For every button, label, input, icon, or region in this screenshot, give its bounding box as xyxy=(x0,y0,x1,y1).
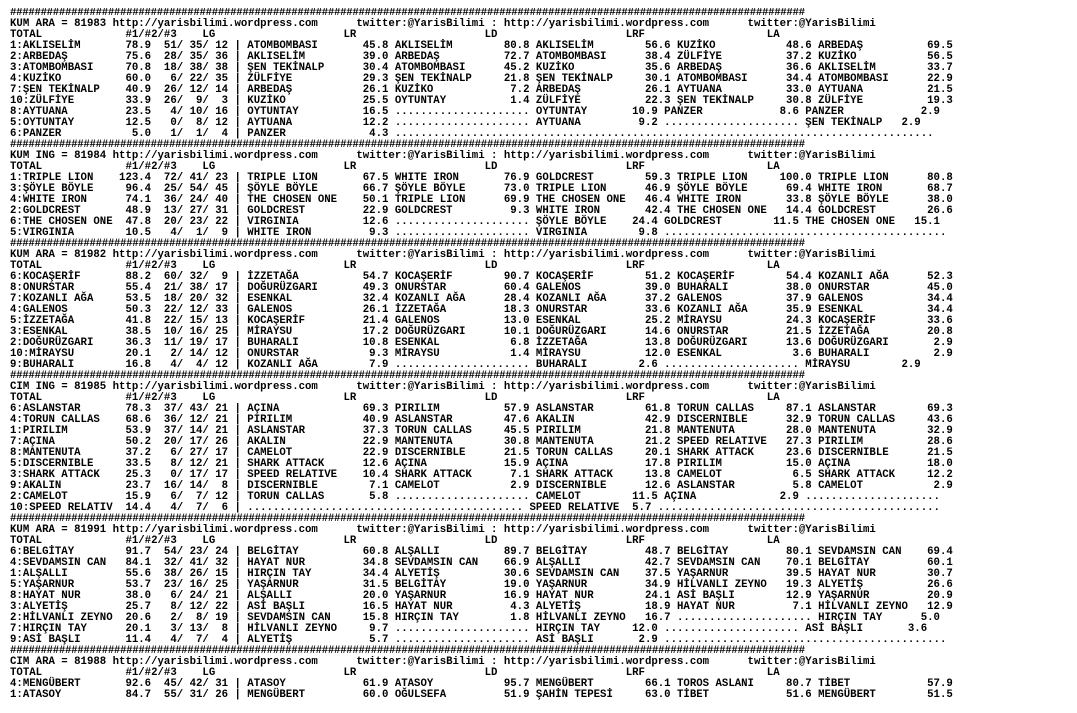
data-row: 7:ŞEN TEKİNALP 40.9 26/ 12/ 14 | ARBEDAŞ 26.1 KUZİKO 7.2 ARBEDAŞ 26.1 AYTUANA 33.0 AYTUANA 21.5 xyxy=(10,84,953,96)
data-row: 4:WHITE IRON 74.1 36/ 24/ 40 | THE CHOSEN ONE 50.1 TRIPLE LION 69.9 THE CHOSEN ONE 46.4 WHITE IRON 33.8 ŞÖYLE BÖYLE 38.0 xyxy=(10,194,953,206)
race-stats-printout xyxy=(10,8,1070,701)
data-row: 10:SPEED RELATIV 14.4 4/ 7/ 6 | ........................................... SPEED RELATIVE 5.7 ............................................ xyxy=(10,502,940,514)
race-header-row: KUM ARA = 81983 http://yarisbilimi.wordpress.com twitter:@YarisBilimi : http://yarisbilimi.wordpress.com twitter:@YarisBilimi xyxy=(10,18,876,30)
separator-row: ################################################################################################################################## xyxy=(10,513,805,525)
data-row: 9:AKALIN 23.7 16/ 14/ 8 | DISCERNIBLE 7.1 CAMELOT 2.9 DISCERNIBLE 12.6 ASLANSTAR 5.8 CAMELOT 2.9 xyxy=(10,480,953,492)
race-header-row: KUM ARA = 81991 http://yarisbilimi.wordpress.com twitter:@YarisBilimi : http://yarisbilimi.wordpress.com twitter:@YarisBilimi xyxy=(10,524,876,536)
data-row: 4:MENGÜBERT 92.6 45/ 42/ 31 | ATASOY 61.9 ATASOY 95.7 MENGÜBERT 66.1 TOROS ASLANI 80.7 TİBET 57.9 xyxy=(10,678,953,690)
race-header-row: CIM ING = 81985 http://yarisbilimi.wordpress.com twitter:@YarisBilimi : http://yarisbilimi.wordpress.com twitter:@YarisBilimi xyxy=(10,381,876,393)
data-row: 3:ALYETİŞ 25.7 8/ 12/ 22 | ASİ BAŞLI 16.5 HAYAT NUR 4.3 ALYETİŞ 18.9 HAYAT NUR 7.1 HİLVANLI ZEYNO 12.9 xyxy=(10,601,953,613)
data-row: 7:KOZANLI AĞA 53.5 18/ 20/ 32 | ESENKAL 32.4 KOZANLI AĞA 28.4 KOZANLI AĞA 37.2 GALENOS 37.9 GALENOS 34.4 xyxy=(10,293,953,305)
data-row: 4:KUZİKO 60.0 6/ 22/ 35 | ZÜLFİYE 29.3 ŞEN TEKİNALP 21.8 ŞEN TEKİNALP 30.1 ATOMBOMBASI 34.4 ATOMBOMBASI 22.9 xyxy=(10,73,953,85)
data-row: 1:TRIPLE LION 123.4 72/ 41/ 23 | TRIPLE LION 67.5 WHITE IRON 76.9 GOLDCREST 59.3 TRIPLE LION 100.0 TRIPLE LION 80.8 xyxy=(10,172,953,184)
data-row: 8:HAYAT NUR 38.0 6/ 24/ 21 | ALŞALLI 20.0 YAŞARNUR 16.9 HAYAT NUR 24.1 ASİ BAŞLI 12.9 YAŞARNUR 20.9 xyxy=(10,590,953,602)
data-row: 1:ALŞALLI 55.6 38/ 26/ 15 | HIRÇIN TAY 34.4 ALYETİŞ 30.6 SEVDAMSIN CAN 37.5 YAŞARNUR 39.5 HAYAT NUR 30.7 xyxy=(10,568,953,580)
separator-row: ################################################################################################################################## xyxy=(10,139,805,151)
column-header-row: TOTAL #1/#2/#3 LG LR LD LRF LA xyxy=(10,29,780,41)
column-header-row: TOTAL #1/#2/#3 LG LR LD LRF LA xyxy=(10,392,780,404)
column-header-row: TOTAL #1/#2/#3 LG LR LD LRF LA xyxy=(10,535,780,547)
data-row: 2:HİLVANLI ZEYNO 20.6 2/ 8/ 19 | SEVDAMSIN CAN 15.8 HIRÇIN TAY 1.8 HİLVANLI ZEYNO 16.7 ..................... HIRÇIN TAY 5.0 xyxy=(10,612,940,624)
data-row: 7:AÇINA 50.2 20/ 17/ 26 | AKALIN 22.9 MANTENUTA 30.8 MANTENUTA 21.2 SPEED RELATIVE 27.3 PIRILIM 28.6 xyxy=(10,436,953,448)
data-row: 6:PANZER 5.0 1/ 1/ 4 | PANZER 4.3 .................................................................................... xyxy=(10,128,934,140)
column-header-row: TOTAL #1/#2/#3 LG LR LD LRF LA xyxy=(10,260,780,272)
data-row: 8:MANTENUTA 37.2 6/ 27/ 17 | CAMELOT 22.9 DISCERNIBLE 21.5 TORUN CALLAS 20.1 SHARK ATTACK 23.6 DISCERNIBLE 21.5 xyxy=(10,447,953,459)
race-header-row: KUM ARA = 81982 http://yarisbilimi.wordpress.com twitter:@YarisBilimi : http://yarisbilimi.wordpress.com twitter:@YarisBilimi xyxy=(10,249,876,261)
data-row: 7:HIRÇIN TAY 20.1 3/ 13/ 8 | HİLVANLI ZEYNO 9.7 ..................... HIRÇIN TAY 12.0 ..................... ASİ BAŞLI 3.6 xyxy=(10,623,928,635)
data-row: 1:AKLISELİM 78.9 51/ 35/ 12 | ATOMBOMBASI 45.8 AKLISELİM 80.8 AKLISELİM 56.6 KUZİKO 48.6 ARBEDAŞ 69.5 xyxy=(10,40,953,52)
data-row: 1:ATASOY 84.7 55/ 31/ 26 | MENGÜBERT 60.0 OĞULSEFA 51.9 ŞAHİN TEPESİ 63.0 TİBET 51.6 MENGÜBERT 51.5 xyxy=(10,689,953,701)
column-header-row: TOTAL #1/#2/#3 LG LR LD LRF LA xyxy=(10,667,780,679)
data-row: 9:BUHARALI 16.8 4/ 4/ 12 | KOZANLI AĞA 7.9 ..................... BUHARALI 2.6 ..................... MİRAYSU 2.9 xyxy=(10,359,921,371)
data-row: 2:ARBEDAŞ 75.6 28/ 35/ 36 | AKLISELİM 39.0 ARBEDAŞ 72.7 ATOMBOMBASI 38.4 ZÜLFİYE 37.2 KUZİKO 56.5 xyxy=(10,51,953,63)
data-row: 6:KOCAŞERİF 88.2 60/ 32/ 9 | İZZETAĞA 54.7 KOCAŞERİF 90.7 KOCAŞERİF 51.2 KOCAŞERİF 54.4 KOZANLI AĞA 52.3 xyxy=(10,271,953,283)
data-row: 4:SEVDAMSIN CAN 84.1 32/ 41/ 32 | HAYAT NUR 34.8 SEVDAMSIN CAN 66.9 ALŞALLI 42.7 SEVDAMSIN CAN 70.1 BELGİTAY 60.1 xyxy=(10,557,953,569)
data-row: 5:İZZETAĞA 41.8 22/ 15/ 13 | KOCAŞERİF 21.4 GALENOS 13.0 ESENKAL 25.2 MİRAYSU 24.3 KOCAŞERİF 33.6 xyxy=(10,315,953,327)
race-header-row: CIM ARA = 81988 http://yarisbilimi.wordpress.com twitter:@YarisBilimi : http://yarisbilimi.wordpress.com twitter:@YarisBilimi xyxy=(10,656,876,668)
data-row: 3:ESENKAL 38.5 10/ 16/ 25 | MİRAYSU 17.2 DOĞURÜZGARI 10.1 DOĞURÜZGARI 14.6 ONURSTAR 21.5 İZZETAĞA 20.8 xyxy=(10,326,953,338)
data-row: 6:BELGİTAY 91.7 54/ 23/ 24 | BELGİTAY 60.8 ALŞALLI 89.7 BELGİTAY 48.7 BELGİTAY 80.1 SEVDAMSIN CAN 69.4 xyxy=(10,546,953,558)
data-row: 4:TORUN CALLAS 68.6 36/ 12/ 21 | PIRILIM 40.9 ASLANSTAR 47.6 AKALIN 42.9 DISCERNIBLE 32.9 TORUN CALLAS 43.6 xyxy=(10,414,953,426)
separator-row: ################################################################################################################################## xyxy=(10,370,805,382)
race-header-row: KUM ING = 81984 http://yarisbilimi.wordpress.com twitter:@YarisBilimi : http://yarisbilimi.wordpress.com twitter:@YarisBilimi xyxy=(10,150,876,162)
data-row: 8:AYTUANA 23.5 4/ 10/ 16 | OYTUNTAY 16.5 ..................... OYTUNTAY 10.9 PANZER 8.6 PANZER 2.9 xyxy=(10,106,940,118)
data-row: 1:PIRILIM 53.9 37/ 14/ 21 | ASLANSTAR 37.3 TORUN CALLAS 45.5 PIRILIM 21.8 MANTENUTA 28.0 MANTENUTA 32.9 xyxy=(10,425,953,437)
data-row: 8:ONURSTAR 55.4 21/ 38/ 17 | DOĞURÜZGARI 49.3 ONURSTAR 60.4 GALENOS 39.0 BUHARALI 38.0 ONURSTAR 45.0 xyxy=(10,282,953,294)
data-row: 5:DISCERNIBLE 33.5 8/ 12/ 21 | SHARK ATTACK 12.6 AÇINA 15.9 AÇINA 17.8 PIRILIM 15.0 AÇINA 18.0 xyxy=(10,458,953,470)
separator-row: ################################################################################################################################## xyxy=(10,238,805,250)
data-row: 3:SHARK ATTACK 25.3 0/ 17/ 17 | SPEED RELATIVE 10.4 SHARK ATTACK 7.1 SHARK ATTACK 13.8 CAMELOT 6.5 SHARK ATTACK 12.2 xyxy=(10,469,953,481)
separator-row: ################################################################################################################################## xyxy=(10,8,805,19)
data-row: 10:ZÜLFİYE 33.9 26/ 9/ 3 | KUZİKO 25.5 OYTUNTAY 1.4 ZÜLFİYE 22.3 ŞEN TEKİNALP 30.8 ZÜLFİYE 19.3 xyxy=(10,95,953,107)
data-row: 2:DOĞURÜZGARI 36.3 11/ 19/ 17 | BUHARALI 10.8 ESENKAL 6.8 İZZETAĞA 13.8 DOĞURÜZGARI 13.6 DOĞURÜZGARI 2.9 xyxy=(10,337,953,349)
data-row: 5:VIRGINIA 10.5 4/ 1/ 9 | WHITE IRON 9.3 ..................... VIRGINIA 9.8 ............................................ xyxy=(10,227,947,239)
data-row: 2:CAMELOT 15.9 6/ 7/ 12 | TORUN CALLAS 5.8 ..................... CAMELOT 11.5 AÇINA 2.9 ..................... xyxy=(10,491,940,503)
data-row: 4:GALENOS 50.3 22/ 12/ 33 | GALENOS 26.1 İZZETAĞA 18.3 ONURSTAR 33.6 KOZANLI AĞA 35.9 ESENKAL 34.4 xyxy=(10,304,953,316)
data-row: 3:ŞÖYLE BÖYLE 96.4 25/ 54/ 45 | ŞÖYLE BÖYLE 66.7 ŞÖYLE BÖYLE 73.0 TRIPLE LION 46.9 ŞÖYLE BÖYLE 69.4 WHITE IRON 68.7 xyxy=(10,183,953,195)
data-row: 9:ASİ BAŞLI 11.4 4/ 7/ 4 | ALYETİŞ 5.7 ..................... ASİ BAŞLI 2.9 ............................................ xyxy=(10,634,947,646)
column-header-row: TOTAL #1/#2/#3 LG LR LD LRF LA xyxy=(10,161,780,173)
data-row: 5:YAŞARNUR 53.7 23/ 16/ 25 | YAŞARNUR 31.5 BELGİTAY 19.0 YAŞARNUR 34.9 HİLVANLI ZEYNO 19.3 ALYETİŞ 26.6 xyxy=(10,579,953,591)
data-row: 6:THE CHOSEN ONE 47.8 20/ 23/ 22 | VIRGINIA 12.6 ..................... ŞÖYLE BÖYLE 24.4 GOLDCREST 11.5 THE CHOSEN ONE 15.1 xyxy=(10,216,940,228)
data-row: 3:ATOMBOMBASI 70.8 18/ 38/ 38 | ŞEN TEKİNALP 30.4 ATOMBOMBASI 45.2 KUZİKO 35.6 ARBEDAŞ 36.6 AKLISELİM 33.7 xyxy=(10,62,953,74)
data-row: 2:GOLDCREST 48.9 13/ 27/ 31 | GOLDCREST 22.9 GOLDCREST 9.3 WHITE IRON 42.4 THE CHOSEN ONE 14.4 GOLDCREST 26.6 xyxy=(10,205,953,217)
data-row: 5:OYTUNTAY 12.5 0/ 8/ 12 | AYTUANA 12.2 ..................... AYTUANA 9.2 ..................... ŞEN TEKİNALP 2.9 xyxy=(10,117,921,129)
data-row: 6:ASLANSTAR 78.3 37/ 43/ 21 | AÇINA 69.3 PIRILIM 57.9 ASLANSTAR 61.8 TORUN CALLAS 87.1 ASLANSTAR 69.3 xyxy=(10,403,953,415)
data-row: 10:MİRAYSU 20.1 2/ 14/ 12 | ONURSTAR 9.3 MİRAYSU 1.4 MİRAYSU 12.0 ESENKAL 3.6 BUHARALI 2.9 xyxy=(10,348,953,360)
separator-row: ################################################################################################################################## xyxy=(10,645,805,657)
